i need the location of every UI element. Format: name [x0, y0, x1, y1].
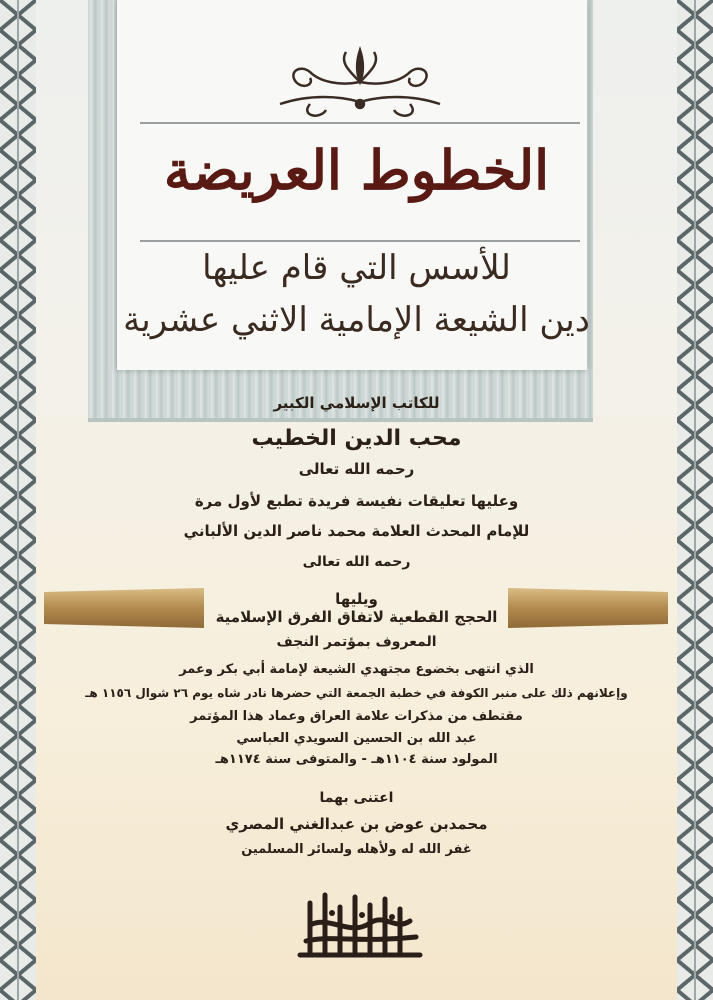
description-line2: وإعلانهم ذلك على منبر الكوفة في خطبة الجمعة التي حضرها نادر شاه يوم ٢٦ شوال ١١٥٦ هـ — [85, 686, 628, 700]
followed-by: ويليها — [335, 590, 378, 608]
annotator-prayer: رحمه الله تعالى — [302, 554, 411, 570]
title-top-rule — [140, 122, 580, 124]
author-intro: للكاتب الإسلامي الكبير — [273, 394, 440, 412]
book-subtitle-line2: دين الشيعة الإمامية الاثني عشرية — [123, 300, 590, 340]
title-bottom-rule — [140, 240, 580, 242]
description-line5: المولود سنة ١١٠٤هـ - والمتوفى سنة ١١٧٤هـ — [215, 752, 498, 767]
author-prayer: رحمه الله تعالى — [298, 460, 415, 478]
floral-ornament-icon — [270, 42, 450, 122]
editor-intro: اعتنى بهما — [319, 790, 394, 806]
notes-line: وعليها تعليقات نفيسة فريدة تطبع لأول مرة — [194, 492, 519, 510]
second-book-title: الحجج القطعية لاتفاق الفرق الإسلامية — [215, 608, 498, 626]
book-subtitle-line1: للأسس التي قام عليها — [202, 248, 511, 288]
editor-prayer: غفر الله له ولأهله ولسائر المسلمين — [241, 842, 472, 857]
author-name: محب الدين الخطيب — [251, 426, 462, 451]
description-line1: الذي انتهى بخضوع مجتهدي الشيعة لإمامة أبي بكر وعمر — [179, 662, 534, 677]
book-title: الخطوط العريضة — [163, 138, 550, 202]
second-book-known-as: المعروف بمؤتمر النجف — [276, 634, 437, 650]
editor-name: محمدبن عوض بن عبدالغني المصري — [225, 815, 488, 833]
publisher-logo — [270, 885, 450, 965]
annotator-line: للإمام المحدث العلامة محمد ناصر الدين الألباني — [183, 522, 530, 540]
description-line4: عبد الله بن الحسين السويدي العباسي — [236, 731, 477, 746]
description-line3: مقتطف من مذكرات علامة العراق وعماد هذا المؤتمر — [190, 709, 523, 724]
